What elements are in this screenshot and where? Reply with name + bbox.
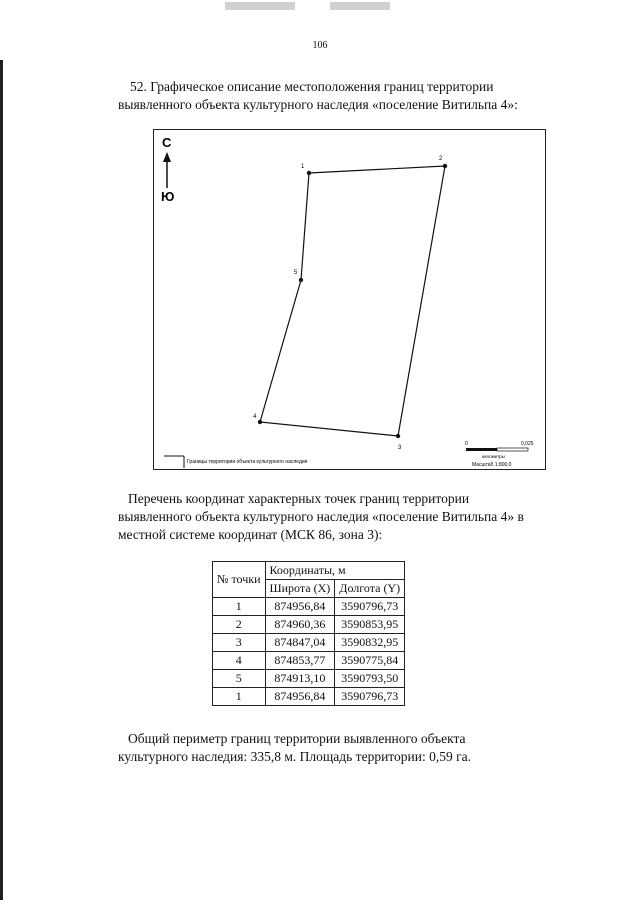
scale-end: 0,025 xyxy=(521,441,534,447)
cell-y: 3590793,50 xyxy=(335,670,405,688)
header-lon: Долгота (Y) xyxy=(335,580,405,598)
cell-y: 3590796,73 xyxy=(335,688,405,706)
header-lat: Широта (X) xyxy=(265,580,335,598)
table-row xyxy=(213,634,405,652)
boundary-polygon xyxy=(260,166,445,436)
heading-line-1: Графическое описание местоположения границ территории xyxy=(150,79,494,94)
page-number: 106 xyxy=(312,40,328,51)
scale-label: Масштаб 1:800,0 xyxy=(472,462,512,468)
table-row xyxy=(213,688,405,706)
perimeter-line-2: культурного наследия: 335,8 м. Площадь территории: 0,59 га. xyxy=(118,749,471,764)
perimeter-summary xyxy=(118,730,578,766)
binding-edge xyxy=(0,60,3,900)
table-row xyxy=(213,652,405,670)
vertex-label-2: 2 xyxy=(439,156,443,162)
perimeter-line-1: Общий периметр границ территории выявленного объекта xyxy=(128,731,466,746)
table-row xyxy=(213,616,405,634)
scale-bar-segment-1 xyxy=(466,448,497,451)
coordinates-intro xyxy=(118,490,578,544)
cell-y: 3590775,84 xyxy=(335,652,405,670)
vertex-label-4: 4 xyxy=(253,414,257,420)
vertex-2 xyxy=(443,164,447,168)
table-row xyxy=(213,670,405,688)
section-heading xyxy=(118,78,578,114)
coordinates-table xyxy=(212,561,405,706)
cell-point: 1 xyxy=(213,598,266,616)
header-coords: Координаты, м xyxy=(265,562,405,580)
map-drawing xyxy=(154,130,547,471)
cell-point: 3 xyxy=(213,634,266,652)
cell-x: 874956,84 xyxy=(265,688,335,706)
scale-bar-segment-2 xyxy=(497,448,528,451)
cell-x: 874913,10 xyxy=(265,670,335,688)
vertex-1 xyxy=(307,171,311,175)
coord-intro-line-3: местной системе координат (МСК 86, зона 3): xyxy=(118,527,383,542)
cell-x: 874853,77 xyxy=(265,652,335,670)
cell-x: 874956,84 xyxy=(265,598,335,616)
vertex-5 xyxy=(299,278,303,282)
legend-label: Границы территории объекта культурного наследия xyxy=(187,459,308,465)
vertex-label-1: 1 xyxy=(301,164,305,170)
cell-point: 1 xyxy=(213,688,266,706)
coord-intro-line-2: выявленного объекта культурного наследия «поселение Витильпа 4» в xyxy=(118,509,524,524)
coord-intro-line-1: Перечень координат характерных точек границ территории xyxy=(128,491,470,506)
cell-point: 2 xyxy=(213,616,266,634)
north-arrow-head-icon xyxy=(163,152,171,162)
vertex-label-5: 5 xyxy=(294,270,298,276)
scan-artifact-right xyxy=(330,2,390,10)
vertex-3 xyxy=(396,434,400,438)
table-row xyxy=(213,598,405,616)
section-number: 52. xyxy=(130,79,147,94)
cell-y: 3590853,95 xyxy=(335,616,405,634)
cell-point: 4 xyxy=(213,652,266,670)
south-label: Ю xyxy=(161,189,175,204)
cell-y: 3590832,95 xyxy=(335,634,405,652)
cell-point: 5 xyxy=(213,670,266,688)
table-header-row xyxy=(213,562,405,580)
north-label: С xyxy=(162,135,172,150)
scan-artifact-left xyxy=(225,2,295,10)
cell-x: 874960,36 xyxy=(265,616,335,634)
cell-x: 874847,04 xyxy=(265,634,335,652)
heading-line-2: выявленного объекта культурного наследия «поселение Витильпа 4»: xyxy=(118,97,518,112)
vertex-label-3: 3 xyxy=(398,445,402,451)
cell-y: 3590796,73 xyxy=(335,598,405,616)
scale-unit: километры xyxy=(482,454,505,459)
scale-start: 0 xyxy=(465,441,468,447)
vertex-4 xyxy=(258,420,262,424)
boundary-map xyxy=(153,129,546,470)
header-point: № точки xyxy=(213,562,266,598)
